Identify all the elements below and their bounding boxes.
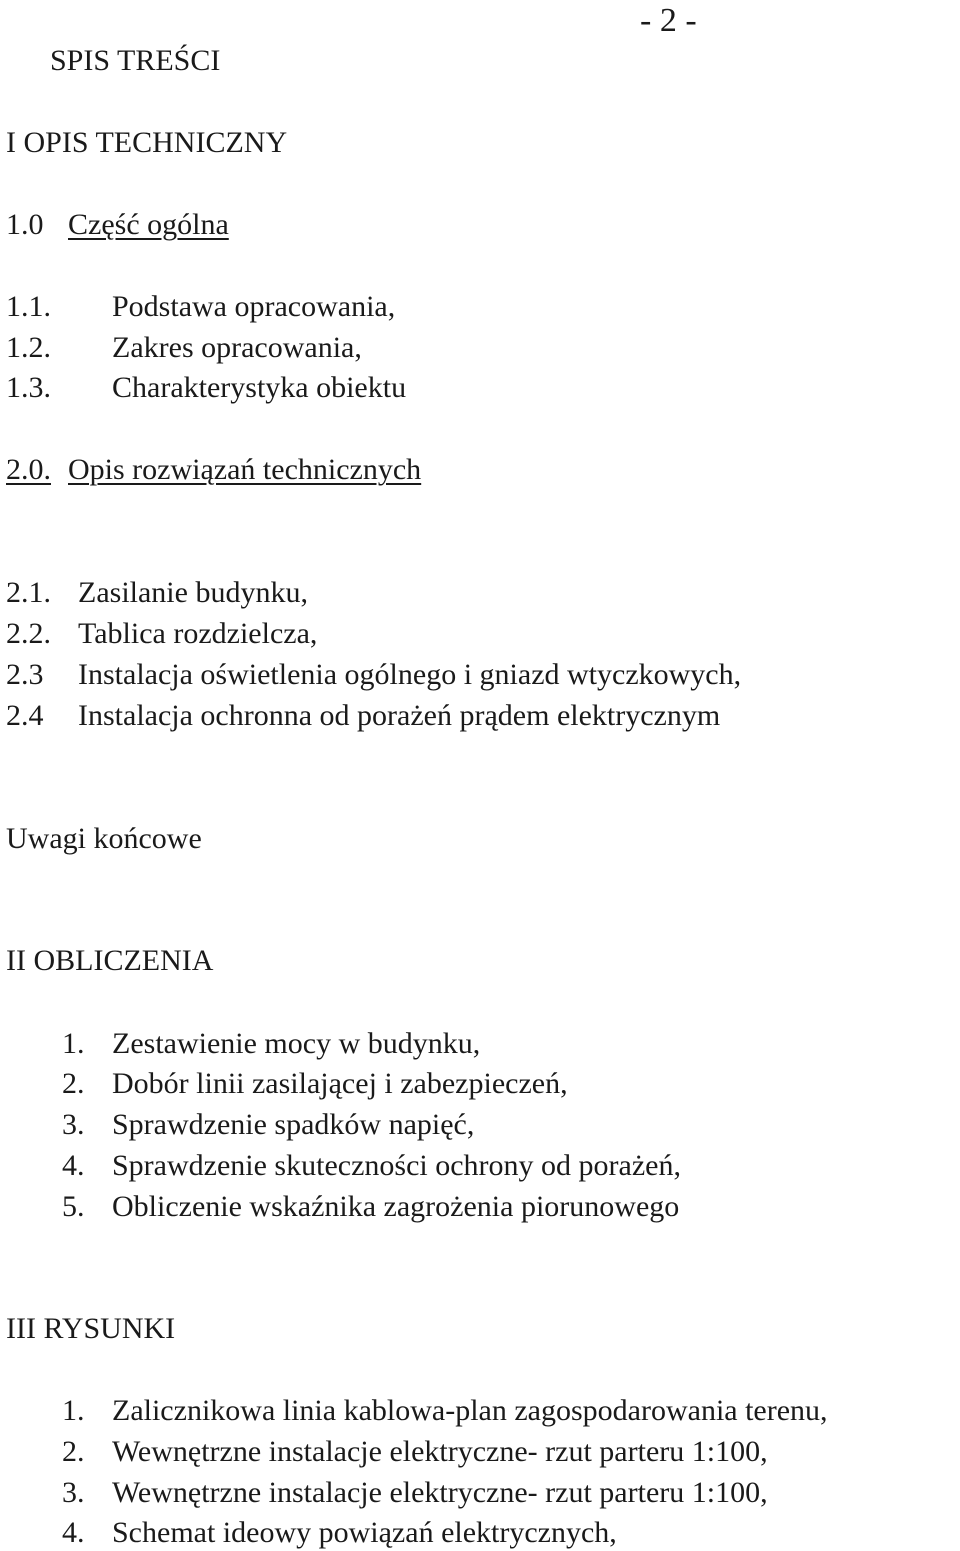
toc-item-label: Zakres opracowania, [112, 331, 362, 364]
toc-item-label: Dobór linii zasilającej i zabezpieczeń, [112, 1067, 568, 1100]
toc-item-label: Wewnętrzne instalacje elektryczne- rzut parteru 1:100, [112, 1476, 768, 1509]
toc-part-number: 2.0. [6, 453, 51, 486]
toc-item-label: Tablica rozdzielcza, [78, 617, 318, 650]
toc-item-number: 3. [62, 1476, 85, 1509]
toc-item-number: 2.1. [6, 576, 51, 609]
toc-item-number: 1.1. [6, 290, 51, 323]
toc-item-number: 2.2. [6, 617, 51, 650]
toc-remarks: Uwagi końcowe [6, 822, 202, 855]
toc-item-number: 4. [62, 1516, 85, 1549]
toc-part-number: 1.0 [6, 208, 44, 241]
toc-item-number: 2. [62, 1435, 85, 1468]
toc-item-label: Zasilanie budynku, [78, 576, 308, 609]
toc-item-number: 5. [62, 1190, 85, 1223]
toc-item-label: Instalacja oświetlenia ogólnego i gniazd wtyczkowych, [78, 658, 742, 691]
toc-item-label: Schemat ideowy powiązań elektrycznych, [112, 1516, 617, 1549]
toc-item-label: Sprawdzenie skuteczności ochrony od porażeń, [112, 1149, 681, 1182]
toc-item-label: Wewnętrzne instalacje elektryczne- rzut parteru 1:100, [112, 1435, 768, 1468]
toc-item-label: Charakterystyka obiektu [112, 371, 407, 404]
toc-item-label: Instalacja ochronna od porażeń prądem elektrycznym [78, 699, 721, 732]
toc-part-label: Część ogólna [68, 208, 229, 241]
toc-item-number: 2.4 [6, 699, 44, 732]
section-heading-rysunki: III RYSUNKI [6, 1312, 176, 1345]
toc-item-number: 3. [62, 1108, 85, 1141]
toc-title: SPIS TREŚCI [50, 44, 221, 77]
toc-item-label: Sprawdzenie spadków napięć, [112, 1108, 475, 1141]
toc-item-label: Podstawa opracowania, [112, 290, 396, 323]
toc-item-number: 1. [62, 1394, 85, 1427]
section-heading-opis-techniczny: I OPIS TECHNICZNY [6, 126, 288, 159]
toc-item-label: Obliczenie wskaźnika zagrożenia piorunowego [112, 1190, 680, 1223]
toc-item-number: 1. [62, 1027, 85, 1060]
toc-item-label: Zalicznikowa linia kablowa-plan zagospodarowania terenu, [112, 1394, 828, 1427]
toc-item-number: 2.3 [6, 658, 44, 691]
toc-item-number: 2. [62, 1067, 85, 1100]
page-number: - 2 - [640, 2, 697, 39]
toc-item-number: 1.3. [6, 371, 51, 404]
toc-item-number: 1.2. [6, 331, 51, 364]
toc-item-number: 4. [62, 1149, 85, 1182]
toc-item-label: Zestawienie mocy w budynku, [112, 1027, 481, 1060]
section-heading-obliczenia: II OBLICZENIA [6, 944, 214, 977]
toc-part-label: Opis rozwiązań technicznych [68, 453, 422, 486]
